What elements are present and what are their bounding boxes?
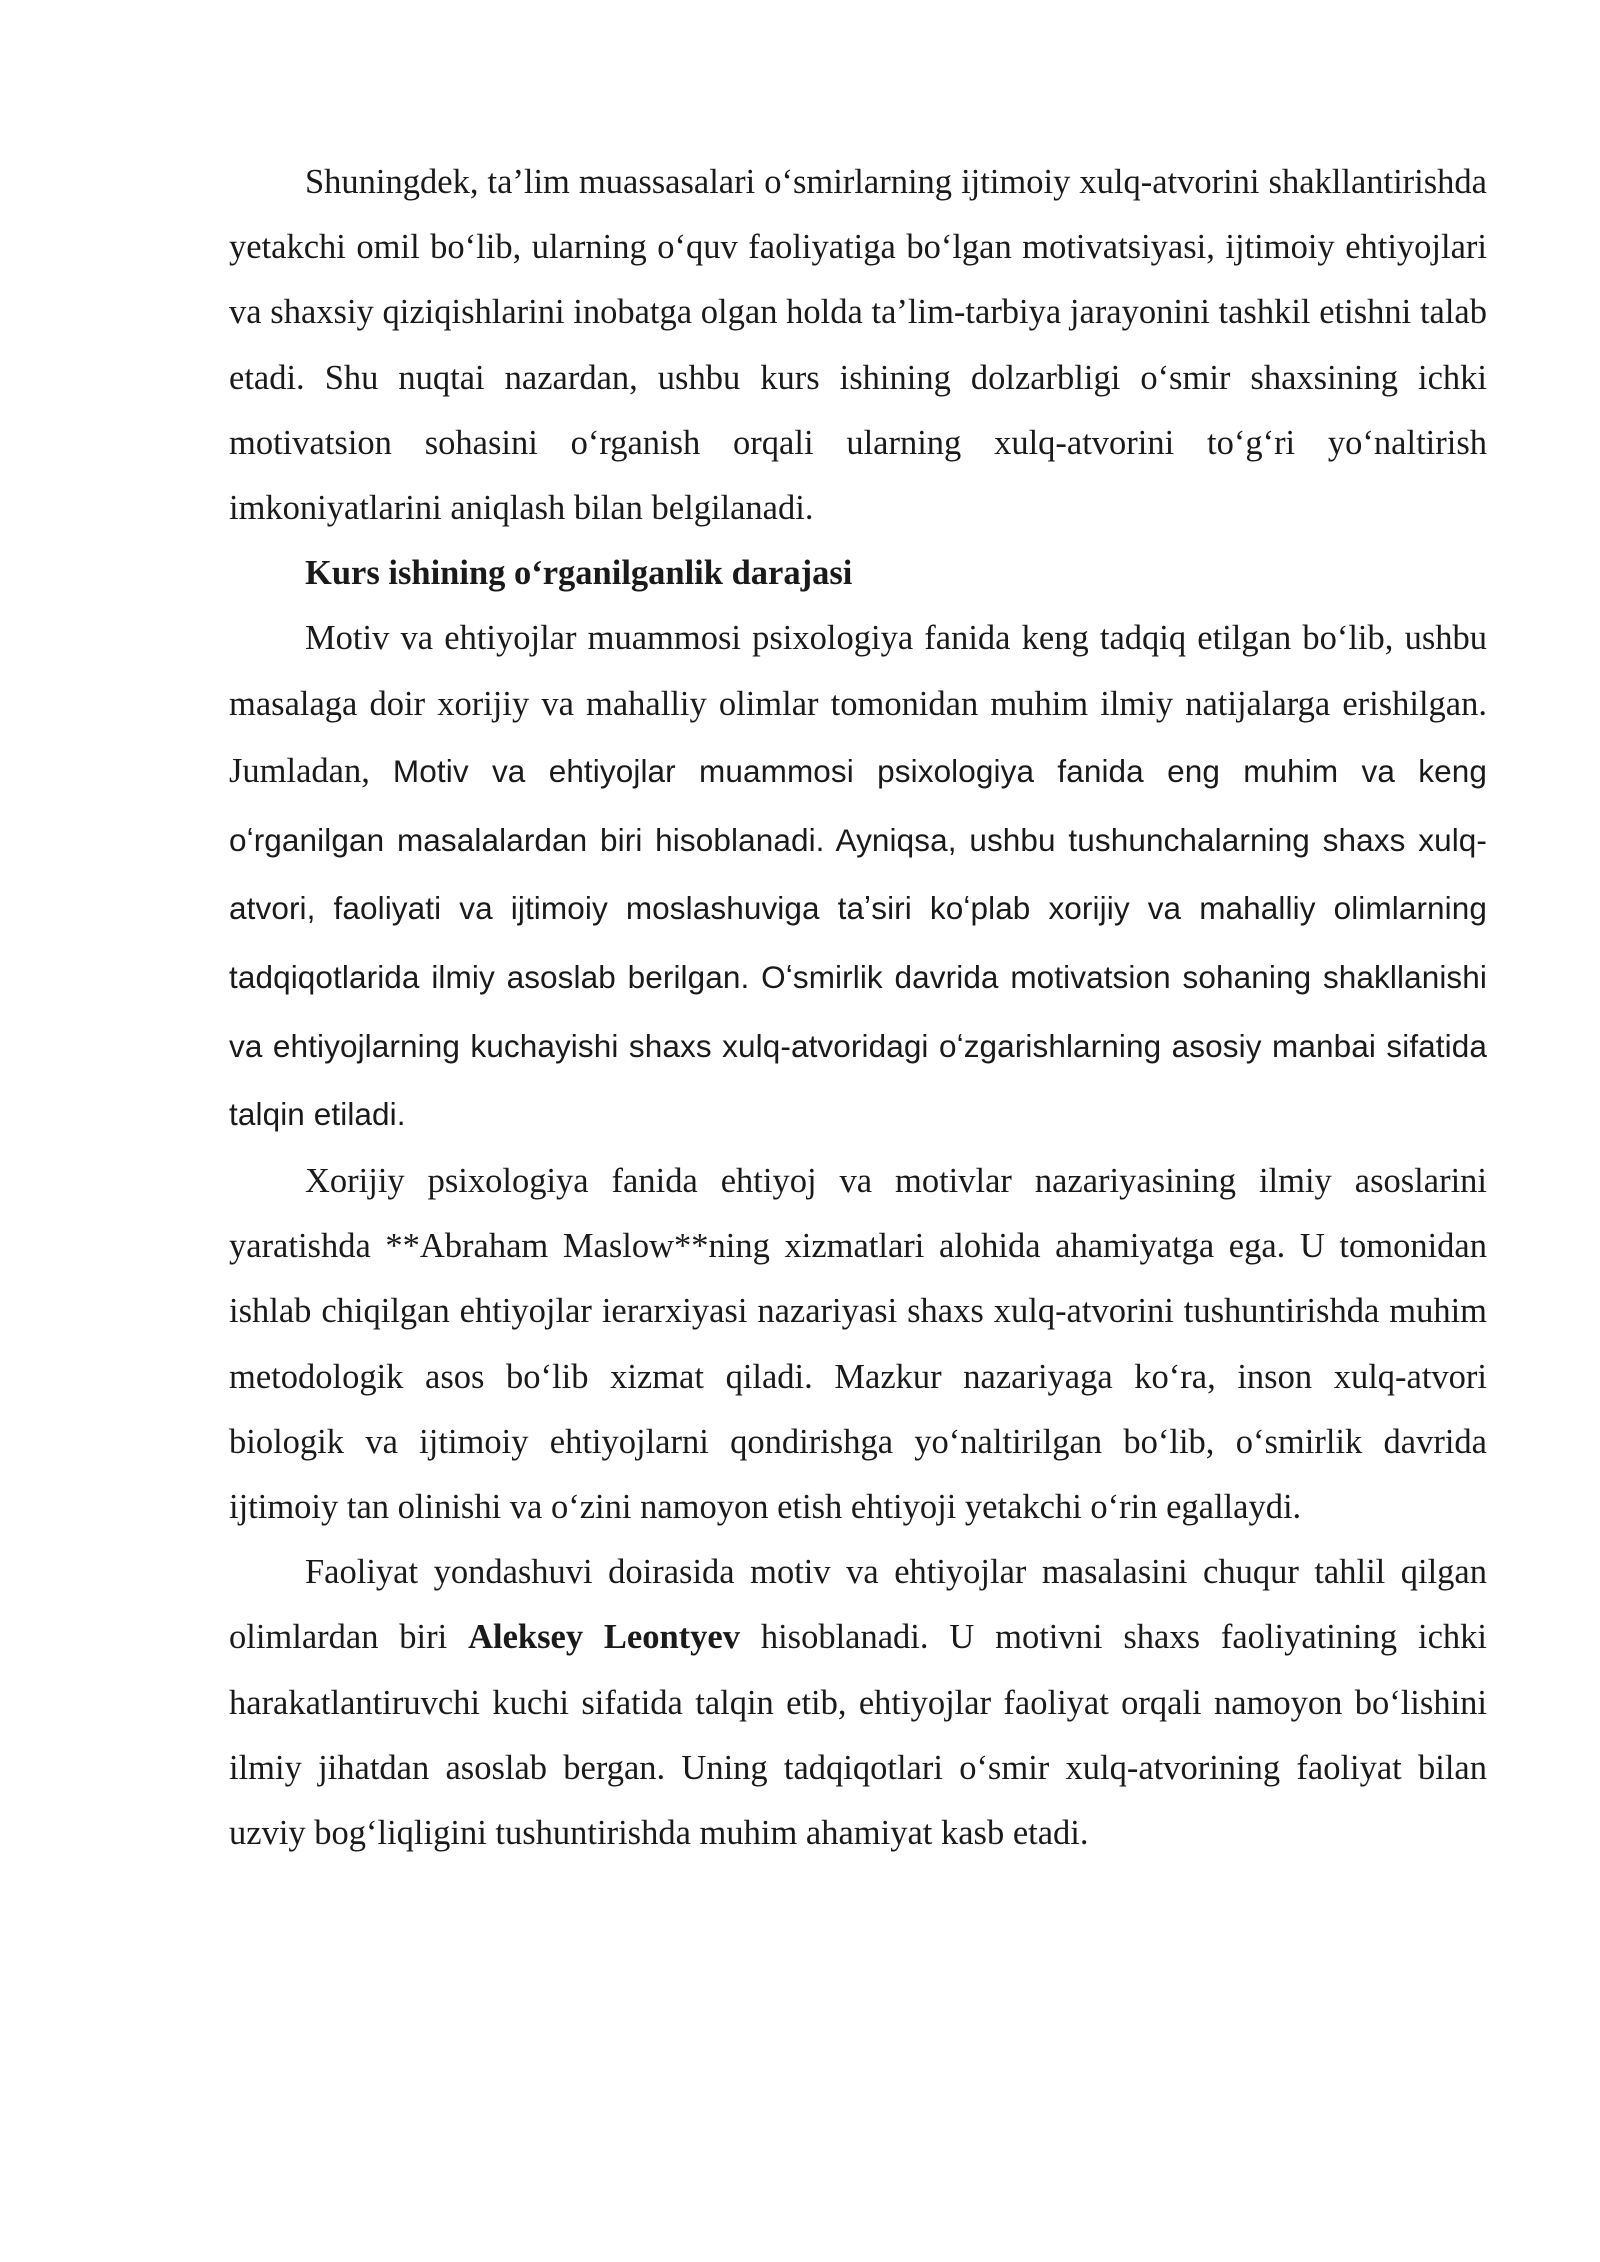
document-body xyxy=(229,150,1487,1866)
section-heading: Kurs ishining o‘rganilganlik darajasi xyxy=(305,554,853,593)
paragraph-research-degree-serif-part: Motiv va ehtiyojlar muammosi psixologiya fanida keng tadqiq etilgan bo‘lib, ushbu masalaga doir xorijiy va mahalliy olimlar tomonidan muhim ilmiy natijalarga erishilgan. Jumladan, xyxy=(229,619,1487,790)
paragraph-leontyev xyxy=(229,1540,1487,1866)
paragraph-leontyev-rest: hisoblanadi. U motivni shaxs faoliyatining ichki harakatlantiruvchi kuchi sifatida talqin etib, ehtiyojlar faoliyat orqali namoyon bo‘lishini ilmiy jihatdan asoslab bergan. Uning tadqiqotlari o‘smir xulq-atvorining faoliyat bilan uzviy bog‘liqligini tushuntirishda muhim ahamiyat kasb etadi. xyxy=(229,1618,1487,1853)
paragraph-maslow: Xorijiy psixologiya fanida ehtiyoj va motivlar nazariyasining ilmiy asoslarini yaratishda **Abraham Maslow**ning xizmatlari alohida ahamiyatga ega. U tomonidan ishlab chiqilgan ehtiyojlar ierarxiyasi nazariyasi shaxs xulq-atvorini tushuntirishda muhim metodologik asos bo‘lib xizmat qiladi. Mazkur nazariyaga ko‘ra, inson xulq-atvori biologik va ijtimoiy ehtiyojlarni qondirishga yo‘naltirilgan bo‘lib, o‘smirlik davrida ijtimoiy tan olinishi va o‘zini namoyon etish ehtiyoji yetakchi o‘rin egallaydi. xyxy=(229,1162,1487,1527)
author-name-leontyev: Aleksey Leontyev xyxy=(468,1618,740,1657)
paragraph-research-degree xyxy=(229,606,1487,1149)
paragraph-actuality: Shuningdek, ta’lim muassasalari o‘smirlarning ijtimoiy xulq-atvorini shakllantirishda yetakchi omil bo‘lib, ularning o‘quv faoliyatiga bo‘lgan motivatsiyasi, ijtimoiy ehtiyojlari va shaxsiy qiziqishlarini inobatga olgan holda ta’lim-tarbiya jarayonini tashkil etishni talab etadi. Shu nuqtai nazardan, ushbu kurs ishining dolzarbligi o‘smir shaxsining ichki motivatsion sohasini o‘rganish orqali ularning xulq-atvorini to‘g‘ri yo‘naltirish imkoniyatlarini aniqlash bilan belgilanadi. xyxy=(229,163,1487,528)
paragraph-research-degree-sans-part: Motiv va ehtiyojlar muammosi psixologiya fanida eng muhim va keng oʻrganilgan masalalardan biri hisoblanadi. Ayniqsa, ushbu tushunchalarning shaxs xulq-atvori, faoliyati va ijtimoiy moslashuviga taʼsiri koʻplab xorijiy va mahalliy olimlarning tadqiqotlarida ilmiy asoslab berilgan. Oʻsmirlik davrida motivatsion sohaning shakllanishi va ehtiyojlarning kuchayishi shaxs xulq-atvoridagi oʻzgarishlarning asosiy manbai sifatida talqin etiladi. xyxy=(229,752,1487,1133)
paragraph-leontyev-intro: Faoliyat yondashuvi doirasida motiv va ehtiyojlar masalasini chuqur tahlil qilgan olimlardan biri xyxy=(229,1553,1487,1657)
